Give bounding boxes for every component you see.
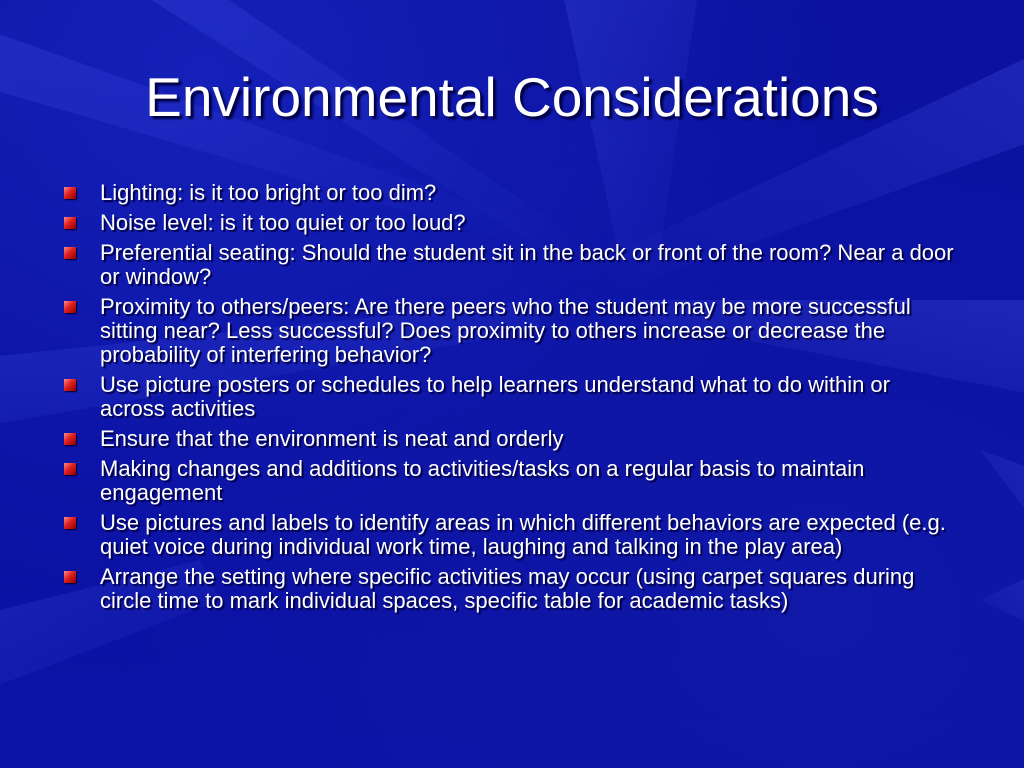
bullet-list — [60, 181, 960, 619]
slide-title: Environmental Considerations — [145, 66, 879, 128]
square-bullet-icon — [64, 433, 76, 445]
bullet-item-neat-environment — [60, 427, 960, 451]
square-bullet-icon — [64, 379, 76, 391]
bullet-text: Lighting: is it too bright or too dim? — [100, 180, 437, 205]
square-bullet-icon — [64, 247, 76, 259]
bullet-item-picture-posters — [60, 373, 960, 421]
square-bullet-icon — [64, 517, 76, 529]
bullet-text: Use picture posters or schedules to help learners understand what to do within or across activities — [100, 372, 890, 421]
bullet-text: Proximity to others/peers: Are there peers who the student may be more successful sitting near? Less successful? Does proximity to others increase or decrease the probability of interfering behavior? — [100, 294, 911, 367]
square-bullet-icon — [64, 463, 76, 475]
bullet-item-proximity — [60, 295, 960, 367]
bullet-item-lighting — [60, 181, 960, 205]
bullet-item-arrange-setting — [60, 565, 960, 613]
bullet-item-changes-additions — [60, 457, 960, 505]
square-bullet-icon — [64, 187, 76, 199]
bullet-item-noise-level — [60, 211, 960, 235]
bullet-text: Arrange the setting where specific activities may occur (using carpet squares during circle time to mark individual spaces, specific table for academic tasks) — [100, 564, 915, 613]
bullet-item-preferential-seating — [60, 241, 960, 289]
bullet-text: Making changes and additions to activities/tasks on a regular basis to maintain engagement — [100, 456, 865, 505]
bullet-text: Ensure that the environment is neat and orderly — [100, 426, 564, 451]
square-bullet-icon — [64, 301, 76, 313]
bullet-item-pictures-labels — [60, 511, 960, 559]
bullet-text: Noise level: is it too quiet or too loud? — [100, 210, 466, 235]
square-bullet-icon — [64, 217, 76, 229]
bullet-text: Preferential seating: Should the student sit in the back or front of the room? Near a door or window? — [100, 240, 954, 289]
square-bullet-icon — [64, 571, 76, 583]
bullet-text: Use pictures and labels to identify areas in which different behaviors are expected (e.g. quiet voice during individual work time, laughing and talking in the play area) — [100, 510, 946, 559]
